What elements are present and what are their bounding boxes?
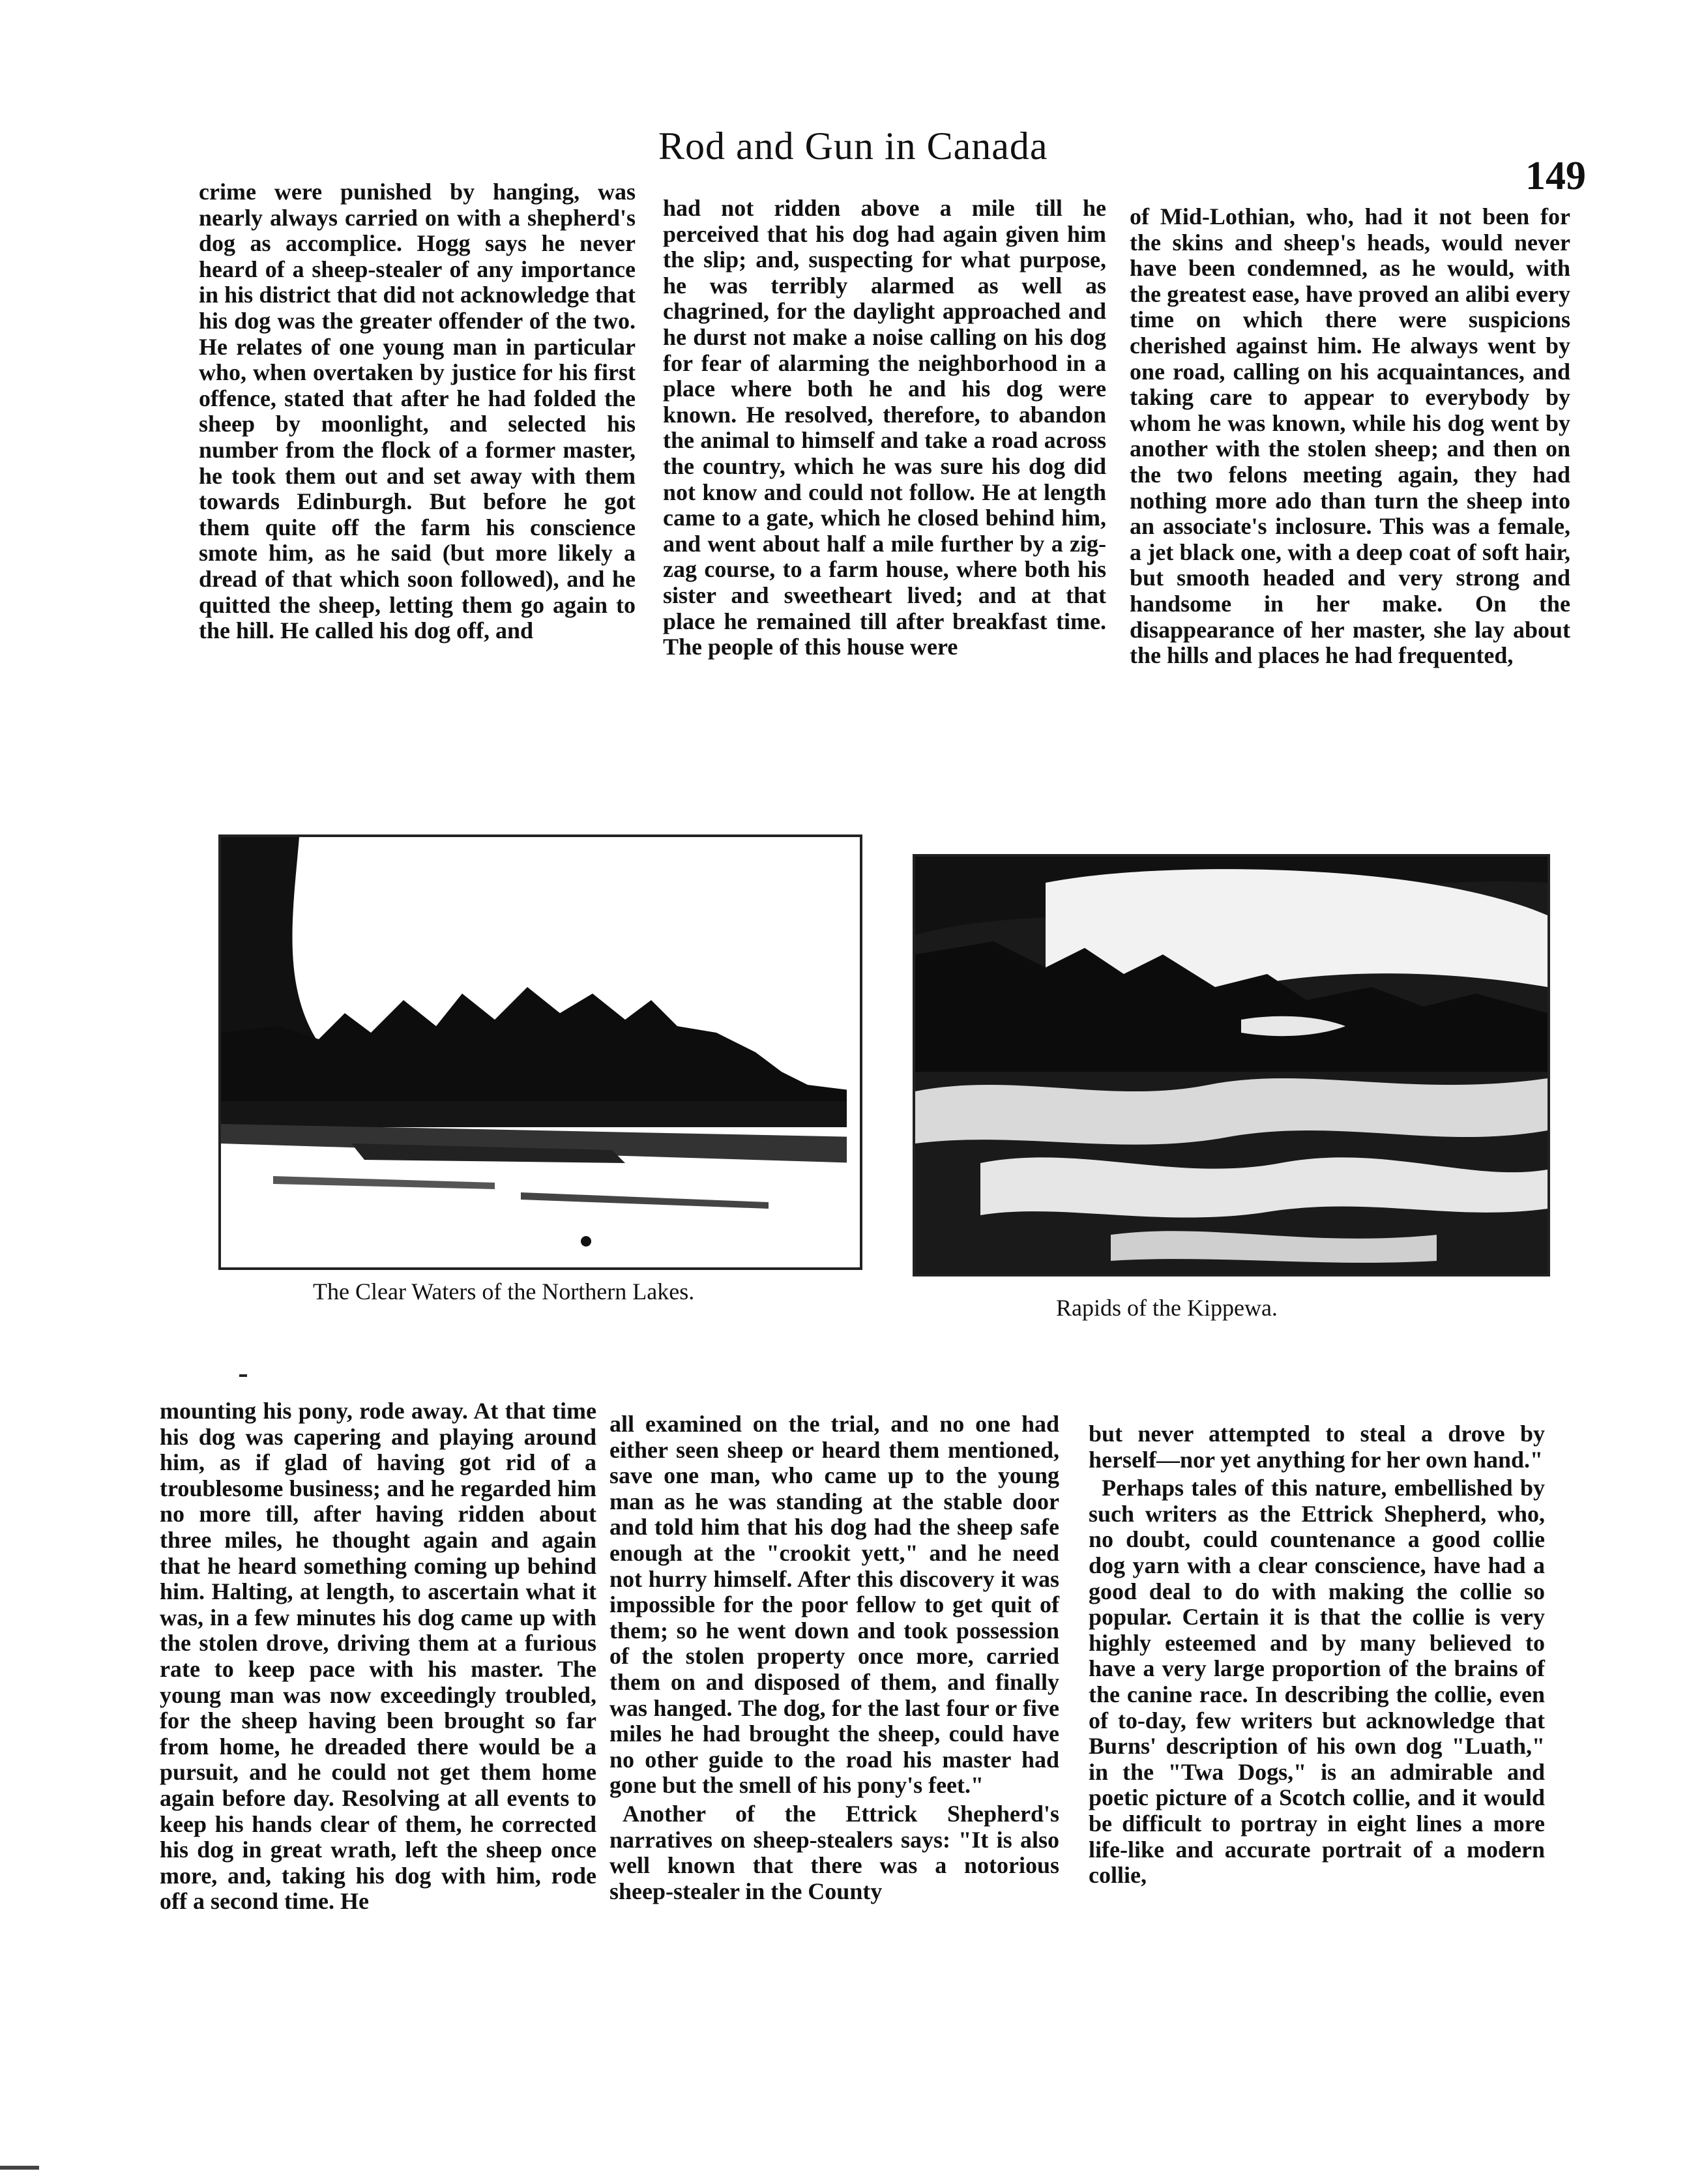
text-column-top-middle: [663, 196, 1106, 660]
text-column-bottom-middle: [609, 1411, 1059, 1904]
paragraph: mounting his pony, rode away. At that time his dog was capering and playing around him, as if glad of having got rid of a troublesome business; and he regarded him no more till, after having ridden about three miles, he thought again and again that he heard something coming up behind him. Halting, at length, to ascertain what it was, in a few minutes his dog came up with the stolen drove, driving them at a furious rate to keep pace with his master. The young man was now exceedingly troubled, for the sheep having been brought so far from home, he dreaded there would be a pursuit, and he could not get them home again before day. Resolving at all events to keep his hands clear of them, he corrected his dog in great wrath, left the sheep once more, and, taking his dog with him, rode off a second time. He: [160, 1398, 596, 1915]
text-column-top-right: [1130, 204, 1570, 669]
page-number: 149: [1525, 154, 1586, 198]
lake-photo: [218, 834, 862, 1270]
lake-photo-image: [221, 837, 860, 1267]
paragraph: Perhaps tales of this nature, embellished by such writers as the Ettrick Shepherd, who, no doubt, could countenance a good collie dog yarn with a clear conscience, have had a good deal to do with making the collie so popular. Certain it is that the collie is very highly esteemed and by many believed to have a very large proportion of the brains of the canine race. In describing the collie, even of to-day, few writers but acknowledge that Burns' description of his own dog "Luath," in the "Twa Dogs," is an admirable and poetic picture of a Scotch collie, and it would be difficult to portray in eight lines a more life-like and accurate portrait of a modern collie,: [1089, 1475, 1545, 1889]
text-column-top-left: [199, 179, 636, 644]
paragraph: but never attempted to steal a drove by herself—nor yet anything for her own hand.": [1089, 1421, 1545, 1473]
text-column-bottom-right: [1089, 1421, 1545, 1889]
stray-mark: [239, 1374, 247, 1377]
rapids-photo: [913, 854, 1550, 1276]
paragraph: crime were punished by hanging, was nearly always carried on with a shepherd's dog as accomplice. Hogg says he never heard of a sheep-stealer of any importance in his district that did not acknowledge that his dog was the greater offender of the two. He relates of one young man in particular who, when overtaken by justice for his first offence, stated that after he had folded the sheep by moonlight, and selected his number from the flock of a former master, he took them out and set away with them towards Edinburgh. But before he got them quite off the farm his conscience smote him, as he said (but more likely a dread of that which soon followed), and he quitted the sheep, letting them go again to the hill. He called his dog off, and: [199, 179, 636, 644]
figure-caption-left: The Clear Waters of the Northern Lakes.: [313, 1278, 695, 1305]
figure-caption-right: Rapids of the Kippewa.: [1056, 1295, 1278, 1321]
rapids-photo-image: [915, 857, 1548, 1274]
paragraph: all examined on the trial, and no one had either seen sheep or heard them mentioned, save one man, who came up to the young man as he was standing at the stable door and told him that his dog had the sheep safe enough at the "crookit yett," and he need not hurry himself. After this discovery it was impossible for the poor fellow to get quit of them; so he went down and took possession of the stolen property once more, carried them on and disposed of them, and finally was hanged. The dog, for the last four or five miles he had brought the sheep, could have no other guide to the road his master had gone but the smell of his pony's feet.": [609, 1411, 1059, 1799]
running-head: Rod and Gun in Canada: [658, 125, 1048, 168]
paragraph: of Mid-Lothian, who, had it not been for the skins and sheep's heads, would never have been condemned, as he would, with the greatest ease, have proved an alibi every time on which there were suspicions cherished against him. He always went by one road, calling on his acquaintances, and taking care to appear to everybody by whom he was known, while his dog went by another with the stolen sheep; and then on the two felons meeting again, they had nothing more ado than turn the sheep into an associate's inclosure. This was a female, a jet black one, with a deep coat of soft hair, but smooth headed and very strong and handsome in her make. On the disappearance of her master, she lay about the hills and places he had frequented,: [1130, 203, 1570, 669]
paragraph: had not ridden above a mile till he perceived that his dog had again given him the slip; and, suspecting for what purpose, he was terribly alarmed as well as chagrined, for the daylight approached and he durst not make a noise calling on his dog for fear of alarming the neighborhood in a place where both he and his dog were known. He resolved, therefore, to abandon the animal to himself and take a road across the country, which he was sure his dog did not know and could not follow. He at length came to a gate, which he closed behind him, and went about half a mile further by a zig-zag course, to a farm house, where both his sister and sweetheart lived; and at that place he remained till after breakfast time. The people of this house were: [663, 195, 1106, 660]
text-column-bottom-left: [160, 1398, 596, 1915]
paragraph: Another of the Ettrick Shepherd's narratives on sheep-stealers says: "It is also well known that there was a notorious sheep-stealer in the County: [609, 1800, 1059, 1904]
edge-mark: [0, 2166, 39, 2170]
